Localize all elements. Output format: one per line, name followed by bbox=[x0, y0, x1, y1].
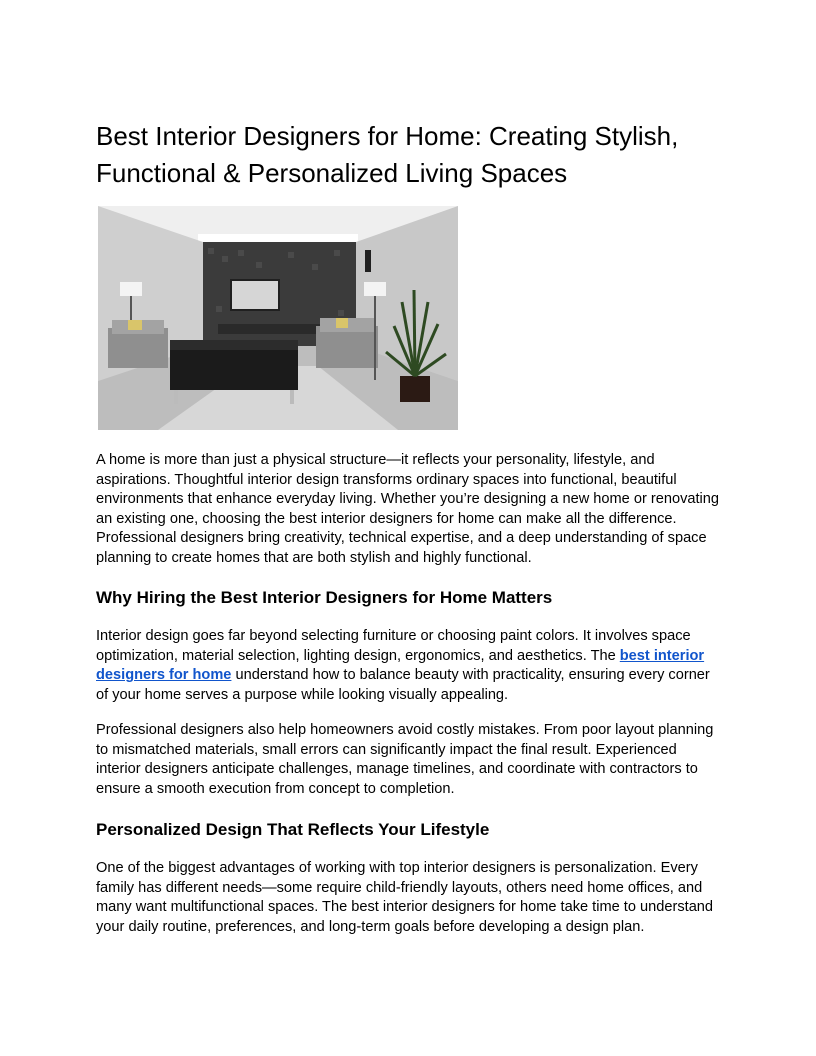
document-page bbox=[96, 118, 720, 937]
section1-paragraph-1-start: Interior design goes far beyond selecting furniture or choosing paint colors. It involves space optimization, material selection, lighting design, ergonomics, and aesthetics. The bbox=[96, 628, 691, 664]
intro-paragraph: A home is more than just a physical structure—it reflects your personality, lifestyle, and aspirations. Thoughtful interior design transforms ordinary spaces into functional, beautiful environments that enhance everyday living. Whether you’re designing a new home or renovating an existing one, choosing the best interior designers for home can make all the difference. Professional designers bring creativity, technical expertise, and a deep understanding of space planning to create homes that are both stylish and highly functional. bbox=[96, 452, 720, 566]
title-line-2: Functional & Personalized Living Spaces bbox=[96, 158, 568, 188]
section1-paragraph-1-end: understand how to balance beauty with practicality, ensuring every corner of your home serves a purpose while looking visually appealing. bbox=[96, 667, 710, 703]
section-heading-personalized-design: Personalized Design That Reflects Your Lifestyle bbox=[96, 820, 490, 839]
title-line-1: Best Interior Designers for Home: Creating Stylish, bbox=[96, 121, 679, 151]
section-heading-why-hire: Why Hiring the Best Interior Designers for Home Matters bbox=[96, 588, 553, 607]
section1-paragraph-1 bbox=[96, 627, 720, 705]
section2-paragraph-1: One of the biggest advantages of working with top interior designers is personalization. Every family has different needs—some require child-friendly layouts, others need home offices, and many want multifunctional spaces. The best interior designers for home take time to understand your daily routine, preferences, and long-term goals before developing a design plan. bbox=[96, 860, 714, 935]
section1-paragraph-2: Professional designers also help homeowners avoid costly mistakes. From poor layout planning to mismatched materials, small errors can significantly impact the final result. Experienced interior designers anticipate challenges, manage timelines, and coordinate with contractors to ensure a smooth execution from concept to completion. bbox=[96, 722, 714, 797]
page-title bbox=[96, 118, 720, 192]
hero-image bbox=[98, 206, 458, 430]
best-interior-designers-link[interactable]: best interior designers for home bbox=[96, 647, 705, 683]
